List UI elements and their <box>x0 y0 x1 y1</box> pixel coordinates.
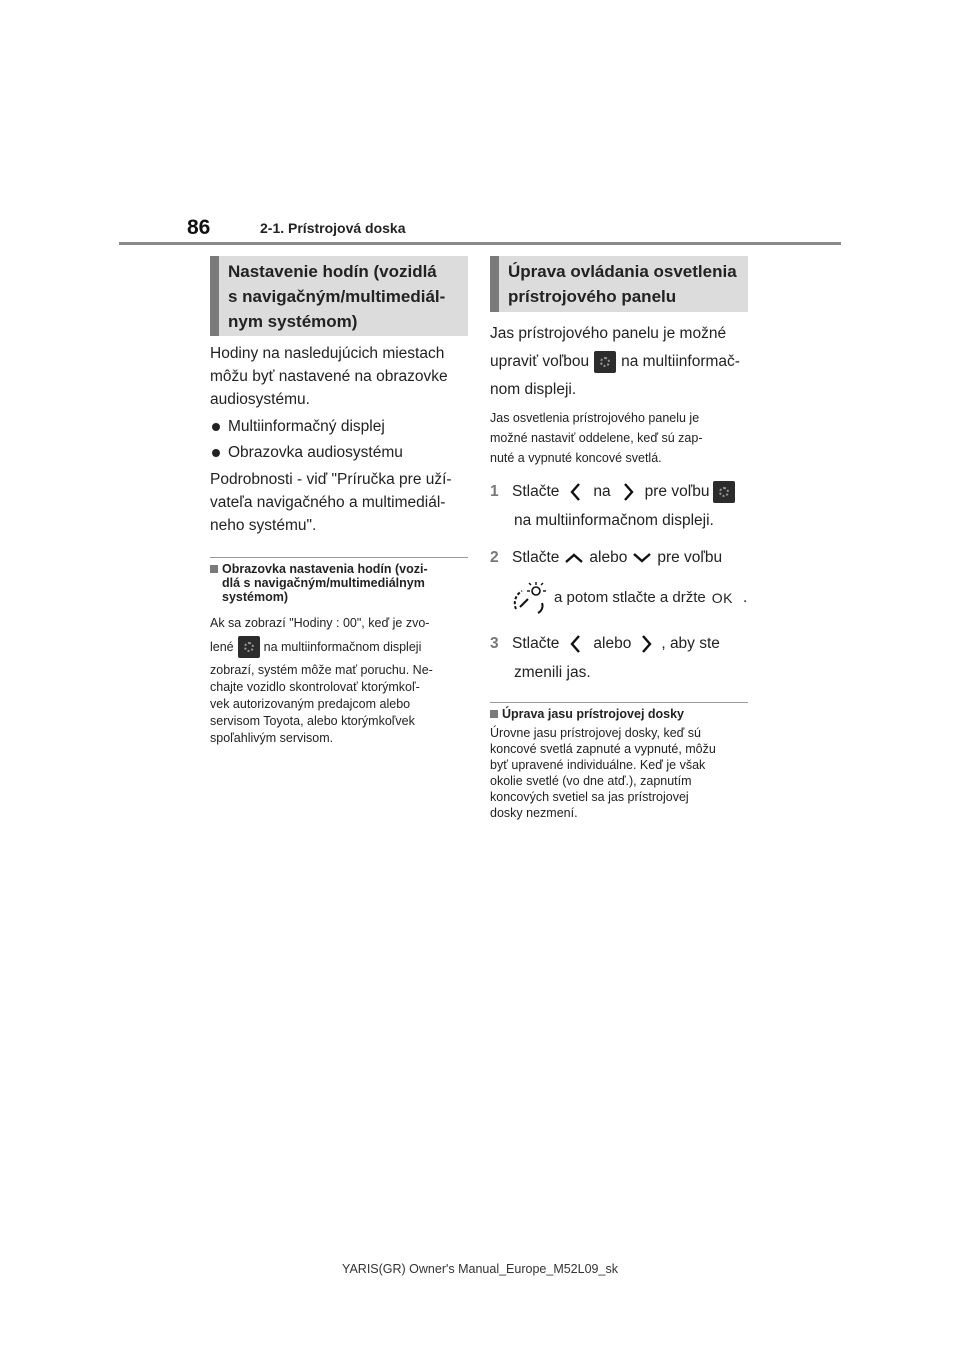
left-heading: Nastavenie hodín (vozidlá s navigačným/multimediál- nym systémom) <box>210 256 468 336</box>
footer: YARIS(GR) Owner's Manual_Europe_M52L09_sk <box>342 1262 618 1276</box>
chevron-down-icon <box>631 550 653 566</box>
section-title: 2-1. Prístrojová doska <box>260 220 406 236</box>
step-1: 1 Stlačte na pre voľbu <box>490 478 748 506</box>
gear-icon <box>594 351 616 373</box>
right-column: Úprava ovládania osvetlenia prístrojového panelu Jas prístrojového panelu je možné upraviť voľbou na multiinformač- nom displeji. Jas osvetlenia prístrojového panelu je možné nastaviť oddelene, keď sú zap- nuté a vypnuté koncové svetlá. 1 Stlačte na pre voľbu na multiinformačnom displeji. 2 Stlačte alebo pre voľbu a potom stlačte a držte OK . 3 Stlačte alebo , aby ste zmenili jas. Úprava jasu prístrojovej dosky Úrovne jasu prístrojovej dosky, keď sú koncové svetlá zapnuté a vypnuté, môžu byť upravené individuálne. Keď je však okolie svetlé (vo dne atď.), zapnutím koncových svetiel sa jas prístrojovej dosky nezmení. <box>490 256 748 821</box>
left-sub-heading: Obrazovka nastavenia hodín (vozi- dlá s navigačným/multimediálnym systémom) <box>210 562 468 604</box>
chevron-left-icon <box>565 481 587 503</box>
header-divider <box>119 242 841 245</box>
left-intro: Hodiny na nasledujúcich miestach môžu byť nastavené na obrazovke audiosystému. <box>210 345 448 408</box>
gear-icon <box>713 481 735 503</box>
step-3: 3 Stlačte alebo , aby ste <box>490 630 748 658</box>
brightness-icon <box>512 581 548 615</box>
ok-button-label: OK <box>711 590 733 606</box>
bullet-item: Multiinformačný displej <box>210 415 468 438</box>
bullet-item: Obrazovka audiosystému <box>210 441 468 464</box>
right-small-note: Jas osvetlenia prístrojového panelu je možné nastaviť oddelene, keď sú zap- nuté a vypnuté koncové svetlá. <box>490 411 703 465</box>
gear-icon <box>238 636 260 658</box>
chevron-up-icon <box>563 550 585 566</box>
left-note: Ak sa zobrazí "Hodiny : 00", keď je zvo- lené na multiinformačnom displeji zobrazí, systém môže mať poruchu. Ne- chajte vozidlo skontrolovať ktorýmkoľ- vek autorizovaným predajcom alebo servisom Toyota, alebo ktorýmkoľvek spoľahlivým servisom. <box>210 616 433 745</box>
step-2: 2 Stlačte alebo pre voľbu <box>490 549 723 566</box>
step-2-continued: a potom stlačte a držte OK . <box>490 580 748 616</box>
left-column <box>210 256 468 747</box>
right-intro: Jas prístrojového panelu je možné upraviť voľbou na multiinformač- nom displeji. <box>490 325 740 398</box>
chevron-right-icon <box>635 633 657 655</box>
page-number: 86 <box>187 216 211 239</box>
right-heading: Úprava ovládania osvetlenia prístrojového panelu <box>490 256 748 312</box>
right-sub-body: Úrovne jasu prístrojovej dosky, keď sú koncové svetlá zapnuté a vypnuté, môžu byť upravené individuálne. Keď je však okolie svetlé (vo dne atď.), zapnutím koncových svetiel sa jas prístrojovej dosky nezmení. <box>490 726 716 820</box>
chevron-right-icon <box>617 481 639 503</box>
chevron-left-icon <box>565 633 587 655</box>
left-details: Podrobnosti - viď "Príručka pre uží- vateľa navigačného a multimediál- neho systému". <box>210 471 452 534</box>
right-sub-heading: Úprava jasu prístrojovej dosky <box>490 707 748 721</box>
